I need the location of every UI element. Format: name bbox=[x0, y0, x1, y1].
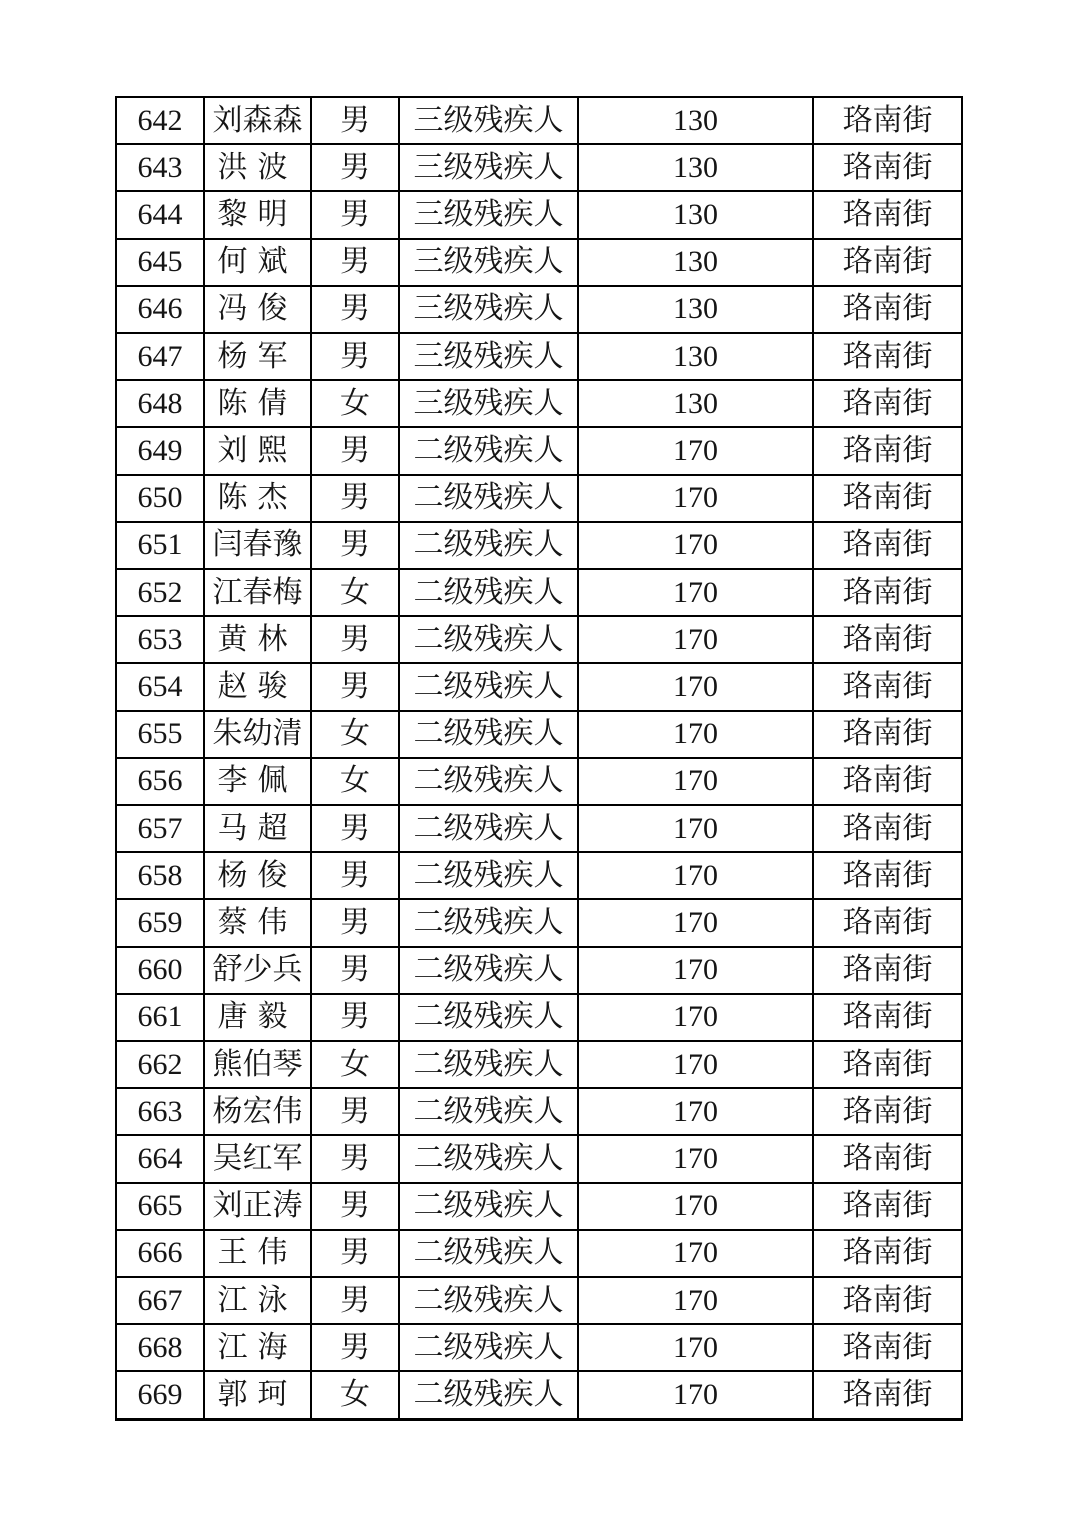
disability-level-cell: 二级残疾人 bbox=[399, 899, 578, 946]
disability-level-cell: 三级残疾人 bbox=[399, 286, 578, 333]
street-cell: 珞南街 bbox=[813, 758, 962, 805]
amount-cell: 130 bbox=[578, 144, 813, 191]
gender-cell: 男 bbox=[311, 663, 399, 710]
serial-number-cell: 666 bbox=[116, 1230, 204, 1277]
table-row bbox=[116, 475, 962, 522]
street-cell: 珞南街 bbox=[813, 191, 962, 238]
street-cell: 珞南街 bbox=[813, 286, 962, 333]
amount-cell: 170 bbox=[578, 994, 813, 1041]
amount-cell: 170 bbox=[578, 427, 813, 474]
amount-cell: 170 bbox=[578, 1183, 813, 1230]
gender-cell: 男 bbox=[311, 1135, 399, 1182]
amount-cell: 170 bbox=[578, 899, 813, 946]
street-cell: 珞南街 bbox=[813, 427, 962, 474]
amount-cell: 170 bbox=[578, 475, 813, 522]
street-cell: 珞南街 bbox=[813, 1371, 962, 1419]
amount-cell: 170 bbox=[578, 758, 813, 805]
amount-cell: 170 bbox=[578, 569, 813, 616]
amount-cell: 170 bbox=[578, 1135, 813, 1182]
disability-level-cell: 三级残疾人 bbox=[399, 380, 578, 427]
gender-cell: 男 bbox=[311, 852, 399, 899]
disability-level-cell: 三级残疾人 bbox=[399, 144, 578, 191]
serial-number-cell: 667 bbox=[116, 1277, 204, 1324]
disability-level-cell: 二级残疾人 bbox=[399, 663, 578, 710]
street-cell: 珞南街 bbox=[813, 1135, 962, 1182]
gender-cell: 男 bbox=[311, 239, 399, 286]
disability-level-cell: 二级残疾人 bbox=[399, 1324, 578, 1371]
serial-number-cell: 663 bbox=[116, 1088, 204, 1135]
street-cell: 珞南街 bbox=[813, 899, 962, 946]
serial-number-cell: 655 bbox=[116, 711, 204, 758]
name-cell: 赵骏 bbox=[204, 663, 311, 710]
street-cell: 珞南街 bbox=[813, 333, 962, 380]
disability-level-cell: 二级残疾人 bbox=[399, 994, 578, 1041]
gender-cell: 女 bbox=[311, 569, 399, 616]
serial-number-cell: 643 bbox=[116, 144, 204, 191]
amount-cell: 170 bbox=[578, 711, 813, 758]
serial-number-cell: 647 bbox=[116, 333, 204, 380]
gender-cell: 男 bbox=[311, 286, 399, 333]
serial-number-cell: 669 bbox=[116, 1371, 204, 1419]
serial-number-cell: 659 bbox=[116, 899, 204, 946]
amount-cell: 170 bbox=[578, 1088, 813, 1135]
amount-cell: 170 bbox=[578, 1324, 813, 1371]
table-row bbox=[116, 1230, 962, 1277]
gender-cell: 男 bbox=[311, 805, 399, 852]
serial-number-cell: 656 bbox=[116, 758, 204, 805]
name-cell: 陈杰 bbox=[204, 475, 311, 522]
table-row bbox=[116, 616, 962, 663]
disability-level-cell: 二级残疾人 bbox=[399, 711, 578, 758]
amount-cell: 170 bbox=[578, 1277, 813, 1324]
street-cell: 珞南街 bbox=[813, 852, 962, 899]
table-row bbox=[116, 1324, 962, 1371]
disability-level-cell: 二级残疾人 bbox=[399, 1041, 578, 1088]
subsidy-roster-table bbox=[115, 96, 963, 1421]
gender-cell: 男 bbox=[311, 97, 399, 144]
amount-cell: 130 bbox=[578, 239, 813, 286]
table-row bbox=[116, 239, 962, 286]
gender-cell: 男 bbox=[311, 947, 399, 994]
gender-cell: 男 bbox=[311, 1183, 399, 1230]
gender-cell: 男 bbox=[311, 522, 399, 569]
serial-number-cell: 658 bbox=[116, 852, 204, 899]
gender-cell: 男 bbox=[311, 144, 399, 191]
serial-number-cell: 645 bbox=[116, 239, 204, 286]
street-cell: 珞南街 bbox=[813, 805, 962, 852]
disability-level-cell: 二级残疾人 bbox=[399, 1277, 578, 1324]
street-cell: 珞南街 bbox=[813, 239, 962, 286]
disability-level-cell: 三级残疾人 bbox=[399, 97, 578, 144]
gender-cell: 男 bbox=[311, 1230, 399, 1277]
disability-level-cell: 二级残疾人 bbox=[399, 1135, 578, 1182]
amount-cell: 170 bbox=[578, 616, 813, 663]
name-cell: 冯俊 bbox=[204, 286, 311, 333]
table-row bbox=[116, 522, 962, 569]
disability-level-cell: 二级残疾人 bbox=[399, 805, 578, 852]
amount-cell: 170 bbox=[578, 805, 813, 852]
gender-cell: 女 bbox=[311, 758, 399, 805]
street-cell: 珞南街 bbox=[813, 1277, 962, 1324]
table-row bbox=[116, 994, 962, 1041]
name-cell: 舒少兵 bbox=[204, 947, 311, 994]
street-cell: 珞南街 bbox=[813, 1324, 962, 1371]
name-cell: 李佩 bbox=[204, 758, 311, 805]
table-body bbox=[116, 97, 962, 1420]
gender-cell: 男 bbox=[311, 1277, 399, 1324]
serial-number-cell: 653 bbox=[116, 616, 204, 663]
gender-cell: 女 bbox=[311, 1041, 399, 1088]
street-cell: 珞南街 bbox=[813, 522, 962, 569]
name-cell: 江泳 bbox=[204, 1277, 311, 1324]
name-cell: 蔡伟 bbox=[204, 899, 311, 946]
street-cell: 珞南街 bbox=[813, 994, 962, 1041]
table-row bbox=[116, 286, 962, 333]
serial-number-cell: 652 bbox=[116, 569, 204, 616]
name-cell: 杨军 bbox=[204, 333, 311, 380]
amount-cell: 170 bbox=[578, 1230, 813, 1277]
gender-cell: 男 bbox=[311, 616, 399, 663]
serial-number-cell: 649 bbox=[116, 427, 204, 474]
serial-number-cell: 644 bbox=[116, 191, 204, 238]
table-row bbox=[116, 144, 962, 191]
disability-level-cell: 二级残疾人 bbox=[399, 616, 578, 663]
name-cell: 杨宏伟 bbox=[204, 1088, 311, 1135]
amount-cell: 130 bbox=[578, 97, 813, 144]
table-row bbox=[116, 1183, 962, 1230]
disability-level-cell: 二级残疾人 bbox=[399, 1088, 578, 1135]
amount-cell: 170 bbox=[578, 1041, 813, 1088]
gender-cell: 女 bbox=[311, 1371, 399, 1419]
disability-level-cell: 三级残疾人 bbox=[399, 333, 578, 380]
name-cell: 刘熙 bbox=[204, 427, 311, 474]
disability-level-cell: 二级残疾人 bbox=[399, 569, 578, 616]
name-cell: 黄林 bbox=[204, 616, 311, 663]
name-cell: 郭珂 bbox=[204, 1371, 311, 1419]
name-cell: 闫春豫 bbox=[204, 522, 311, 569]
street-cell: 珞南街 bbox=[813, 1088, 962, 1135]
name-cell: 陈倩 bbox=[204, 380, 311, 427]
street-cell: 珞南街 bbox=[813, 947, 962, 994]
table-row bbox=[116, 97, 962, 144]
gender-cell: 男 bbox=[311, 475, 399, 522]
gender-cell: 男 bbox=[311, 994, 399, 1041]
disability-level-cell: 二级残疾人 bbox=[399, 947, 578, 994]
serial-number-cell: 654 bbox=[116, 663, 204, 710]
name-cell: 熊伯琴 bbox=[204, 1041, 311, 1088]
name-cell: 吴红军 bbox=[204, 1135, 311, 1182]
table-row bbox=[116, 1371, 962, 1419]
name-cell: 黎明 bbox=[204, 191, 311, 238]
disability-level-cell: 二级残疾人 bbox=[399, 852, 578, 899]
table-row bbox=[116, 899, 962, 946]
table-row bbox=[116, 569, 962, 616]
name-cell: 何斌 bbox=[204, 239, 311, 286]
table-row bbox=[116, 1135, 962, 1182]
name-cell: 朱幼清 bbox=[204, 711, 311, 758]
amount-cell: 130 bbox=[578, 333, 813, 380]
serial-number-cell: 668 bbox=[116, 1324, 204, 1371]
name-cell: 刘正涛 bbox=[204, 1183, 311, 1230]
amount-cell: 170 bbox=[578, 1371, 813, 1419]
amount-cell: 130 bbox=[578, 286, 813, 333]
name-cell: 唐毅 bbox=[204, 994, 311, 1041]
table-row bbox=[116, 333, 962, 380]
street-cell: 珞南街 bbox=[813, 616, 962, 663]
amount-cell: 170 bbox=[578, 522, 813, 569]
serial-number-cell: 650 bbox=[116, 475, 204, 522]
name-cell: 马超 bbox=[204, 805, 311, 852]
gender-cell: 男 bbox=[311, 427, 399, 474]
street-cell: 珞南街 bbox=[813, 663, 962, 710]
table-row bbox=[116, 1041, 962, 1088]
gender-cell: 男 bbox=[311, 1088, 399, 1135]
serial-number-cell: 648 bbox=[116, 380, 204, 427]
name-cell: 王伟 bbox=[204, 1230, 311, 1277]
amount-cell: 170 bbox=[578, 663, 813, 710]
table-row bbox=[116, 663, 962, 710]
name-cell: 刘森森 bbox=[204, 97, 311, 144]
disability-level-cell: 二级残疾人 bbox=[399, 1371, 578, 1419]
gender-cell: 男 bbox=[311, 333, 399, 380]
table-row bbox=[116, 1088, 962, 1135]
disability-level-cell: 二级残疾人 bbox=[399, 427, 578, 474]
serial-number-cell: 660 bbox=[116, 947, 204, 994]
name-cell: 洪波 bbox=[204, 144, 311, 191]
street-cell: 珞南街 bbox=[813, 1183, 962, 1230]
table-row bbox=[116, 947, 962, 994]
street-cell: 珞南街 bbox=[813, 97, 962, 144]
serial-number-cell: 646 bbox=[116, 286, 204, 333]
gender-cell: 男 bbox=[311, 1324, 399, 1371]
table-row bbox=[116, 758, 962, 805]
disability-level-cell: 二级残疾人 bbox=[399, 758, 578, 805]
street-cell: 珞南街 bbox=[813, 569, 962, 616]
table-row bbox=[116, 711, 962, 758]
disability-level-cell: 二级残疾人 bbox=[399, 475, 578, 522]
serial-number-cell: 665 bbox=[116, 1183, 204, 1230]
name-cell: 江春梅 bbox=[204, 569, 311, 616]
serial-number-cell: 651 bbox=[116, 522, 204, 569]
name-cell: 江海 bbox=[204, 1324, 311, 1371]
street-cell: 珞南街 bbox=[813, 475, 962, 522]
table-row bbox=[116, 805, 962, 852]
serial-number-cell: 662 bbox=[116, 1041, 204, 1088]
street-cell: 珞南街 bbox=[813, 144, 962, 191]
amount-cell: 170 bbox=[578, 852, 813, 899]
serial-number-cell: 661 bbox=[116, 994, 204, 1041]
gender-cell: 男 bbox=[311, 191, 399, 238]
disability-level-cell: 二级残疾人 bbox=[399, 1183, 578, 1230]
street-cell: 珞南街 bbox=[813, 711, 962, 758]
disability-level-cell: 二级残疾人 bbox=[399, 1230, 578, 1277]
disability-level-cell: 二级残疾人 bbox=[399, 522, 578, 569]
disability-level-cell: 三级残疾人 bbox=[399, 239, 578, 286]
table-row bbox=[116, 191, 962, 238]
table-row bbox=[116, 380, 962, 427]
serial-number-cell: 657 bbox=[116, 805, 204, 852]
disability-level-cell: 三级残疾人 bbox=[399, 191, 578, 238]
serial-number-cell: 664 bbox=[116, 1135, 204, 1182]
amount-cell: 170 bbox=[578, 947, 813, 994]
table-row bbox=[116, 852, 962, 899]
serial-number-cell: 642 bbox=[116, 97, 204, 144]
amount-cell: 130 bbox=[578, 191, 813, 238]
street-cell: 珞南街 bbox=[813, 1041, 962, 1088]
street-cell: 珞南街 bbox=[813, 380, 962, 427]
name-cell: 杨俊 bbox=[204, 852, 311, 899]
table-row bbox=[116, 427, 962, 474]
amount-cell: 130 bbox=[578, 380, 813, 427]
gender-cell: 女 bbox=[311, 380, 399, 427]
street-cell: 珞南街 bbox=[813, 1230, 962, 1277]
gender-cell: 男 bbox=[311, 899, 399, 946]
table-row bbox=[116, 1277, 962, 1324]
gender-cell: 女 bbox=[311, 711, 399, 758]
